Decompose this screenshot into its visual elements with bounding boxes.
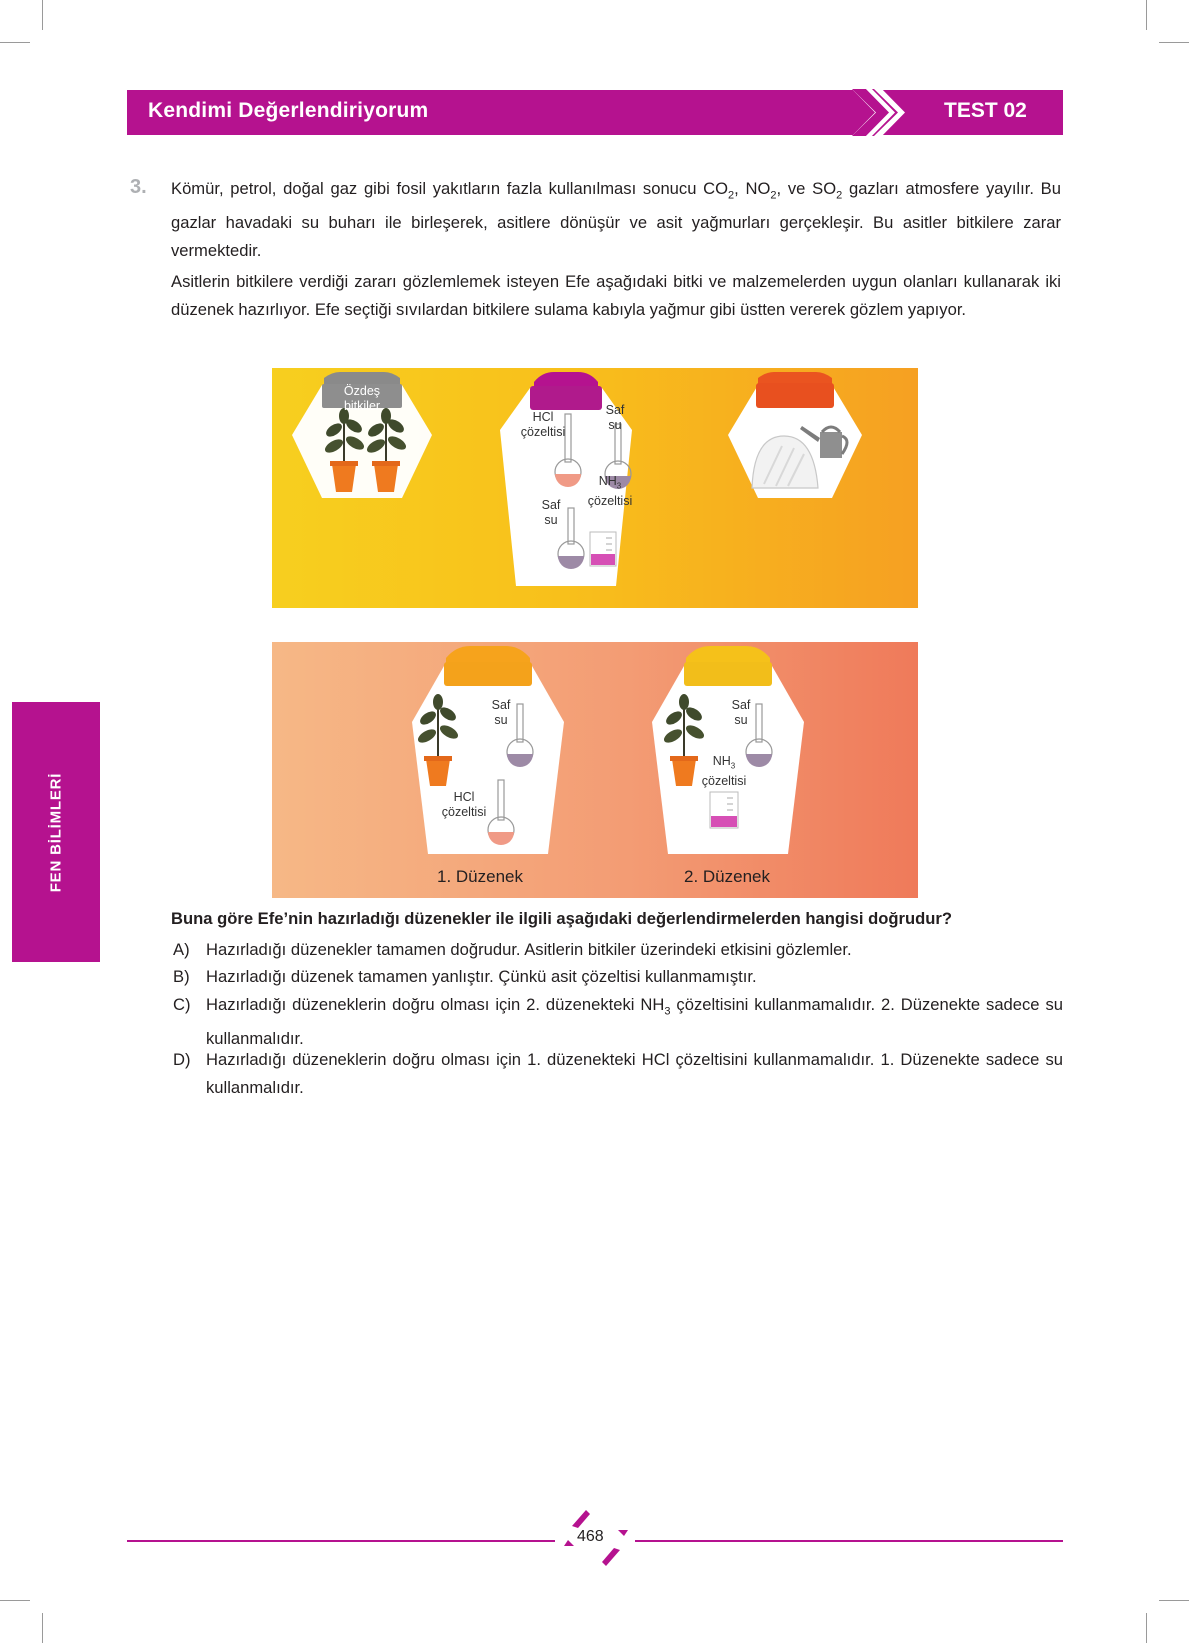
footer-line [635, 1540, 1063, 1542]
crop-mark [42, 1613, 43, 1643]
option-letter: A) [173, 940, 190, 959]
paragraph-2: Asitlerin bitkilere verdiği zararı gözlemlemek isteyen Efe aşağıdaki bitki ve malzemelerden uygun olanları kullanarak iki düzenek hazırlıyor. Efe seçtiği sıvılardan bitkilere sulama kabıyla yağmur gibi üstten vererek gözlem yapıyor. [171, 272, 1061, 319]
crop-mark [1159, 1600, 1189, 1601]
nh3-label: $NH_3$ çözeltisi [701, 754, 747, 788]
option-c[interactable] [173, 991, 1063, 1053]
setup2-caption: 2. Düzenek [684, 867, 770, 886]
option-text: Hazırladığı düzenek tamamen yanlıştır. Çünkü asit çözeltisi kullanmamıştır. [206, 967, 757, 986]
page-number: 468 [577, 1528, 604, 1545]
side-tab-label: FEN BİLİMLERİ [47, 772, 65, 892]
saf-su-label: Saf su [731, 698, 751, 727]
option-text: Hazırladığı düzeneklerin doğru olması için 1. düzenekteki HCl çözeltisini kullanmamalıdır. 1. Düzenekte sadece su kullanmalıdır. [206, 1050, 1063, 1097]
saf-su-label: Saf su [491, 698, 511, 727]
option-letter: B) [173, 967, 190, 986]
saf-su-label: Saf su [605, 403, 625, 432]
nh3-label: $NH_3$ çözeltisi [587, 474, 633, 508]
question-prompt: Buna göre Efe’nin hazırladığı düzenekler ile ilgili aşağıdaki değerlendirmelerden hangisi doğrudur? [171, 909, 952, 928]
hcl-label: HCl çözeltisi [441, 790, 487, 819]
crop-mark [1159, 42, 1189, 43]
test-label: TEST 02 [944, 99, 1027, 122]
footer-line [127, 1540, 555, 1542]
header-title: Kendimi Değerlendiriyorum [148, 99, 429, 122]
option-letter: C) [173, 995, 191, 1014]
option-text: Hazırladığı düzenekler tamamen doğrudur. Asitlerin bitkiler üzerindeki etkisini gözlemler. [206, 940, 852, 959]
crop-mark [0, 1600, 30, 1601]
option-a[interactable] [173, 936, 1063, 964]
crop-mark [1146, 0, 1147, 30]
chevron-arrow-icon [848, 85, 918, 140]
crop-mark [0, 42, 30, 43]
option-letter: D) [173, 1050, 191, 1069]
option-d[interactable] [173, 1046, 1063, 1102]
setups-figure [272, 642, 918, 898]
saf-su-label: Saf su [541, 498, 561, 527]
paragraph-1: Kömür, petrol, doğal gaz gibi fosil yakıtların fazla kullanılması sonucu $CO_2$, $NO_2$, ve $SO_2$ gazları atmosfere yayılır. Bu gazlar havadaki su buharı ile birleşerek, asitlere dönüşür ve asit yağmurları gerçekleşir. Bu asitler bitkilere zarar vermektedir. [171, 179, 1061, 261]
crop-mark [1146, 1613, 1147, 1643]
solutions-tag [534, 372, 598, 388]
question-number: 3. [130, 176, 147, 198]
option-b[interactable] [173, 963, 1063, 991]
option-text: Hazırladığı düzeneklerin doğru olması için 2. düzenekteki $NH_3$ çözeltisini kullanmamalıdır. 2. Düzenekte sadece su kullanmalıdır. [206, 995, 1063, 1049]
hcl-label: HCl çözeltisi [520, 410, 566, 439]
materials-figure [272, 368, 918, 608]
crop-mark [42, 0, 43, 30]
side-tab-label-wrap [12, 702, 100, 962]
setup1-caption: 1. Düzenek [437, 867, 523, 886]
plants-label: Özdeş bitkiler [343, 384, 381, 413]
